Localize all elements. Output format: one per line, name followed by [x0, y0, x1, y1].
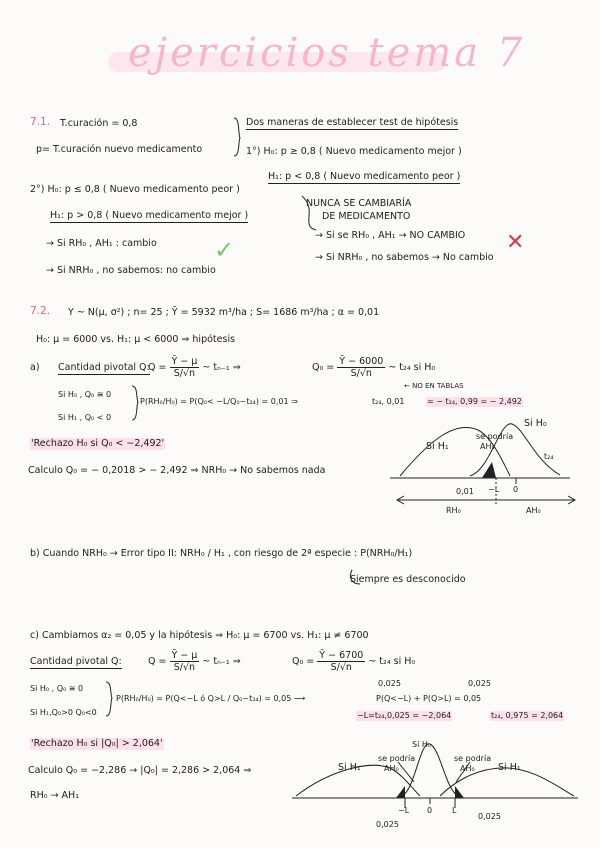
graph-label: Si H₁	[498, 762, 521, 773]
graph-label: Si H₁	[426, 441, 449, 452]
text-line: t₂₄, 0,975 = 2,064	[491, 711, 564, 720]
text-line: Cantidad pivotal Q:	[58, 362, 150, 373]
formula: Q = $\frac{Ȳ - \mu}{S/√n}$ ~ tₙ₋₁ ⇒	[148, 356, 241, 379]
text-line: 2°) H₀: p ≤ 0,8 ( Nuevo medicamento peor )	[30, 184, 240, 195]
text-line: 'Rechazo H₀ si Q₀ < −2,492'	[31, 438, 165, 449]
graph-label: se podría	[454, 754, 492, 763]
text-line: H₁: p > 0,8 ( Nuevo medicamento mejor )	[50, 210, 249, 221]
text-line: P(Q<−L) + P(Q>L) = 0,05	[376, 694, 482, 703]
cross-icon: ✕	[506, 230, 525, 255]
text-line: P(RH₀/H₀) = P(Q<−L ó Q>L / Q₀~t₂₄) = 0,05 ⟶	[116, 694, 306, 703]
text-line: → Si se RH₀ , AH₁ → NO CAMBIO	[315, 230, 466, 241]
text-line: p= T.curación nuevo medicamento	[36, 144, 203, 155]
graph-label: Si H₁	[338, 762, 361, 773]
graph-label: 0,025	[376, 820, 399, 829]
graph-label: RH₀	[446, 506, 461, 515]
graph-label: AH₀	[384, 764, 399, 773]
text-line: H₀: μ = 6000 vs. H₁: μ < 6000 ⇒ hipótesis	[36, 334, 236, 345]
formula: Q₀ = $\frac{Ȳ - 6700}{S/√n}$ ~ t₂₄ si H₀	[292, 650, 416, 673]
graph-label: −L	[488, 485, 500, 494]
graph-label: 0,025	[478, 812, 501, 821]
text-line: = − t₂₄, 0,99 = − 2,492	[427, 397, 522, 406]
graph-label: −L	[398, 806, 410, 815]
text-line: P(RH₀/H₀) = P(Q₀< −L/Q₀~t₂₄) = 0,01 ⇒	[140, 397, 298, 406]
graph-label: AH₀	[480, 442, 495, 451]
text-line: T.curación = 0,8	[60, 118, 138, 129]
text-line: t₂₄, 0,01	[372, 397, 405, 406]
formula: Q = $\frac{Ȳ - \mu}{S/√n}$ ~ tₙ₋₁ ⇒	[148, 650, 241, 673]
text-line: → Si NRH₀ , no sabemos → No cambio	[315, 252, 494, 263]
text-line: b) Cuando NRH₀ → Error tipo II: NRH₀ / H₁ , con riesgo de 2ª especie : P(NRH₀/H₁)	[30, 548, 413, 559]
text-line: DE MEDICAMENTO	[322, 211, 411, 222]
check-icon: ✓	[214, 236, 235, 264]
graph-label: L	[452, 806, 457, 815]
text-line: Cantidad pivotal Q:	[30, 656, 122, 667]
brace-title: Dos maneras de establecer test de hipótesis	[246, 117, 459, 128]
exercise-number-7-1: 7.1.	[30, 116, 51, 128]
text-line: 'Rechazo H₀ si |Q₀| > 2,064'	[31, 738, 163, 749]
text-line: RH₀ → AH₁	[30, 790, 80, 801]
text-line: Y ~ N(μ, σ²) ; n= 25 ; Ȳ = 5932 m³/ha ; S= 1686 m³/ha ; α = 0,01	[68, 307, 380, 318]
text-line: Si H₁,Q₀>0 Q₀<0	[30, 708, 97, 717]
text-line: 0,025	[468, 679, 491, 688]
graph-label: Si H₀	[524, 418, 547, 429]
text-line: −L=t₂₄,0,025 = −2,064	[357, 711, 452, 720]
page-title: ejercicios tema 7	[128, 30, 526, 76]
text-line: → Si RH₀ , AH₁ : cambio	[46, 238, 157, 249]
text-line: NUNCA SE CAMBIARÍA	[306, 198, 412, 209]
graph-label: 0,01	[456, 487, 474, 496]
formula: Q₀ = $\frac{Ȳ - 6000}{S/√n}$ ~ t₂₄ si H₀	[312, 356, 436, 379]
graph-label: 0	[427, 806, 433, 815]
graph-label: se podría	[378, 754, 416, 763]
text-line: Si H₀ , Q₀ ≅ 0	[58, 390, 112, 399]
annotation: ← NO EN TABLAS	[404, 382, 464, 390]
text-line: Calculo Q₀ = −2,286 → |Q₀| = 2,286 > 2,064 ⇒	[28, 765, 252, 776]
text-line: Si H₁ , Q₀ < 0	[58, 413, 112, 422]
text-line: c) Cambiamos α₂ = 0,05 y la hipótesis ⇒ H₀: μ = 6700 vs. H₁: μ ≠ 6700	[30, 630, 369, 641]
text-line: Calculo Q₀ = − 0,2018 > − 2,492 ⇒ NRH₀ → No sabemos nada	[28, 465, 326, 476]
graph-label: AH₀	[526, 506, 541, 515]
text-line: → Si NRH₀ , no sabemos: no cambio	[46, 265, 216, 276]
exercise-number-7-2: 7.2.	[30, 305, 51, 317]
text-line: Si H₀ , Q₀ ≅ 0	[30, 684, 84, 693]
graph-label: t₂₄	[544, 452, 554, 461]
text-line: Siempre es desconocido	[350, 574, 466, 585]
text-line: 1°) H₀: p ≥ 0,8 ( Nuevo medicamento mejor )	[246, 146, 462, 157]
graph-label: AH₀	[460, 764, 475, 773]
text-line: 0,025	[378, 679, 401, 688]
graph-label: se podría	[476, 432, 514, 441]
graph-label: 0	[513, 485, 519, 494]
item-label: a)	[30, 362, 40, 373]
text-line: H₁: p < 0,8 ( Nuevo medicamento peor )	[268, 171, 461, 182]
graph-label: Si H₀	[412, 740, 432, 749]
